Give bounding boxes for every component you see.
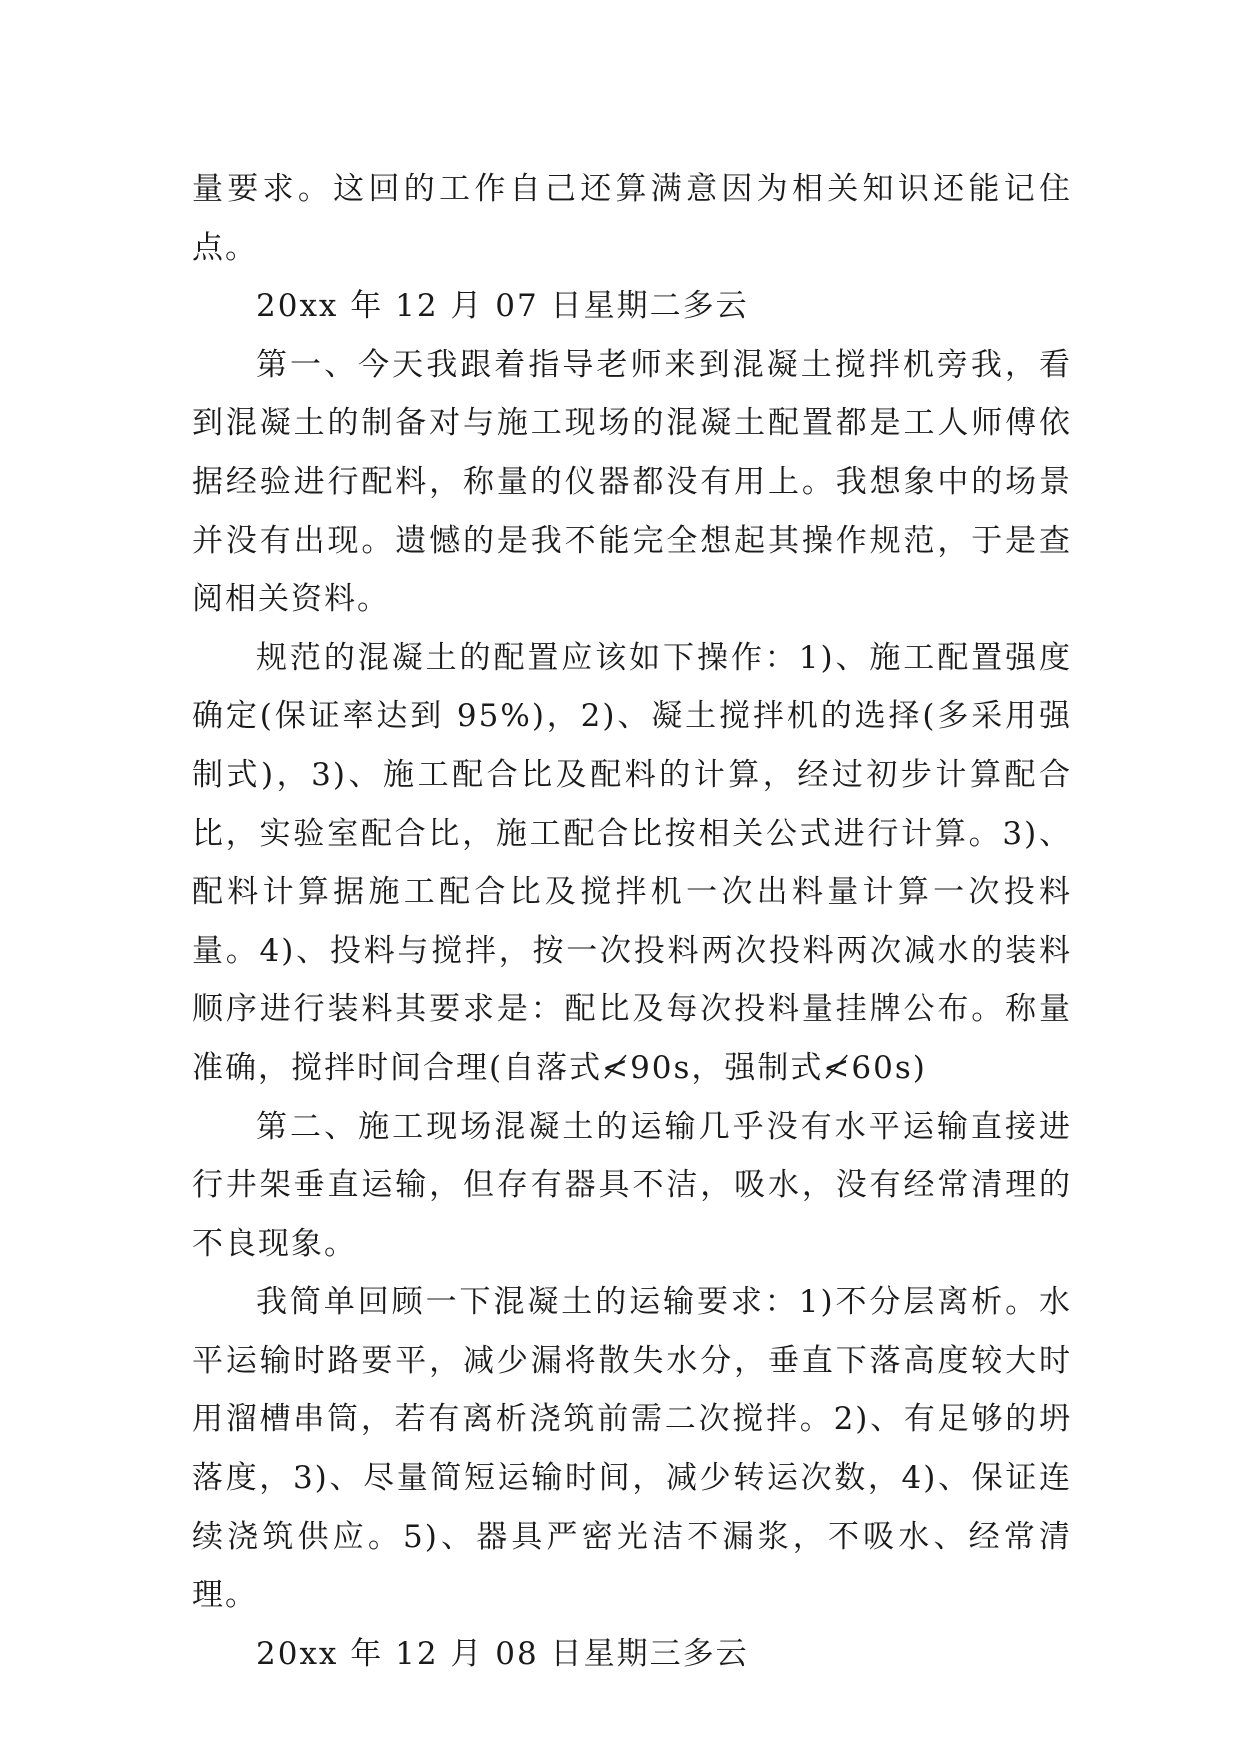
- paragraph-mixing-observation: 第一、今天我跟着指导老师来到混凝土搅拌机旁我，看到混凝土的制备对与施工现场的混凝土配置都是工人师傅依据经验进行配料，称量的仪器都没有用上。我想象中的场景并没有出现。遗憾的是我不能完全想起其操作规范，于是查阅相关资料。: [192, 346, 1072, 618]
- date-heading-dec-08: 20xx 年 12 月 08 日星期三多云: [256, 1635, 749, 1672]
- paragraph-continuation: 量要求。这回的工作自己还算满意因为相关知识还能记住点。: [192, 171, 1072, 266]
- paragraph-transport-requirements: 我简单回顾一下混凝土的运输要求：1)不分层离析。水平运输时路要平，减少漏将散失水分，垂直下落高度较大时用溜槽串筒，若有离析浇筑前需二次搅拌。2)、有足够的坍落度，3)、尽量简短运输时间，减少转运次数，4)、保证连续浇筑供应。5)、器具严密光洁不漏浆，不吸水、经常清理。: [192, 1284, 1072, 1614]
- paragraph-mixing-specification: 规范的混凝土的配置应该如下操作：1)、施工配置强度确定(保证率达到 95%)，2)、凝土搅拌机的选择(多采用强制式)，3)、施工配合比及配料的计算，经过初步计算配合比，实验室配合比，施工配合比按相关公式进行计算。3)、配料计算据施工配合比及搅拌机一次出料量计算一次投料量。4)、投料与搅拌，按一次投料两次投料两次减水的装料顺序进行装料其要求是：配比及每次投料量挂牌公布。称量准确，搅拌时间合理(自落式≮90s，强制式≮60s): [192, 639, 1072, 1086]
- date-heading-dec-07: 20xx 年 12 月 07 日星期二多云: [256, 288, 749, 325]
- paragraph-transport-observation: 第二、施工现场混凝土的运输几乎没有水平运输直接进行井架垂直运输，但存有器具不洁，吸水，没有经常清理的不良现象。: [192, 1108, 1072, 1262]
- document-body: [192, 160, 1072, 1683]
